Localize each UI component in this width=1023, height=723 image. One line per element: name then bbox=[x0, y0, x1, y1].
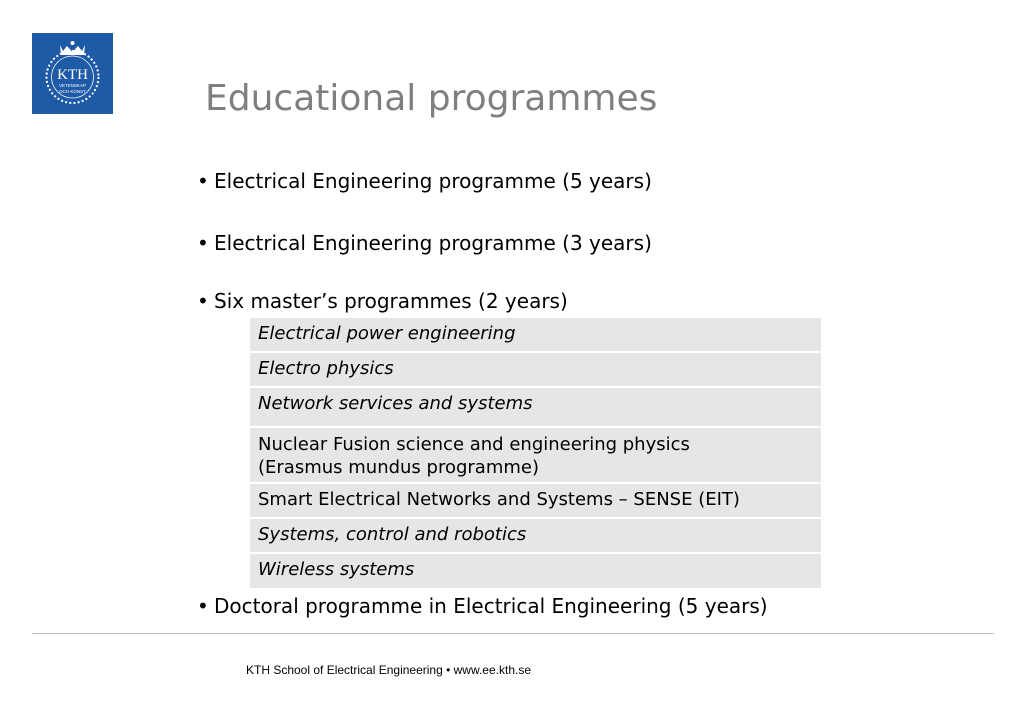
bullet-dot: • bbox=[197, 594, 209, 618]
bullet-text: Doctoral programme in Electrical Engineering (5 years) bbox=[214, 594, 768, 618]
page-title: Educational programmes bbox=[205, 78, 658, 119]
programme-name: Network services and systems bbox=[258, 393, 533, 414]
programme-name: Electrical power engineering bbox=[258, 323, 516, 344]
logo-text: KTH bbox=[57, 67, 88, 83]
table-row bbox=[250, 484, 821, 517]
bullet-dot: • bbox=[197, 289, 209, 313]
footer-text: KTH School of Electrical Engineering • www.ee.kth.se bbox=[246, 663, 531, 677]
kth-crest-icon bbox=[32, 33, 113, 114]
bullet-dot: • bbox=[197, 231, 209, 255]
programme-name: Nuclear Fusion science and engineering physics bbox=[258, 434, 690, 455]
programme-note: (Erasmus mundus programme) bbox=[258, 457, 539, 478]
programme-name: Wireless systems bbox=[258, 559, 415, 580]
programme-name: Electro physics bbox=[258, 358, 394, 379]
table-row bbox=[250, 318, 821, 351]
table-row bbox=[250, 519, 821, 552]
kth-logo bbox=[32, 33, 113, 114]
bullet-item bbox=[197, 231, 652, 255]
bullet-dot: • bbox=[197, 169, 209, 193]
logo-subtext-1: VETENSKAP bbox=[58, 83, 87, 88]
table-row bbox=[250, 554, 821, 588]
table-row bbox=[250, 428, 821, 482]
bullet-item bbox=[197, 594, 768, 618]
table-row bbox=[250, 353, 821, 386]
bullet-item bbox=[197, 169, 652, 193]
bullet-item bbox=[197, 289, 568, 313]
logo-subtext-2: OCH KONST bbox=[59, 89, 86, 94]
bullet-text: Six master’s programmes (2 years) bbox=[214, 289, 568, 313]
programme-name: Smart Electrical Networks and Systems – SENSE (EIT) bbox=[258, 489, 740, 510]
bullet-text: Electrical Engineering programme (5 years) bbox=[214, 169, 652, 193]
footer-divider bbox=[32, 633, 994, 634]
table-row bbox=[250, 388, 821, 426]
masters-table bbox=[250, 318, 821, 588]
bullet-text: Electrical Engineering programme (3 years) bbox=[214, 231, 652, 255]
programme-name: Systems, control and robotics bbox=[258, 524, 527, 545]
